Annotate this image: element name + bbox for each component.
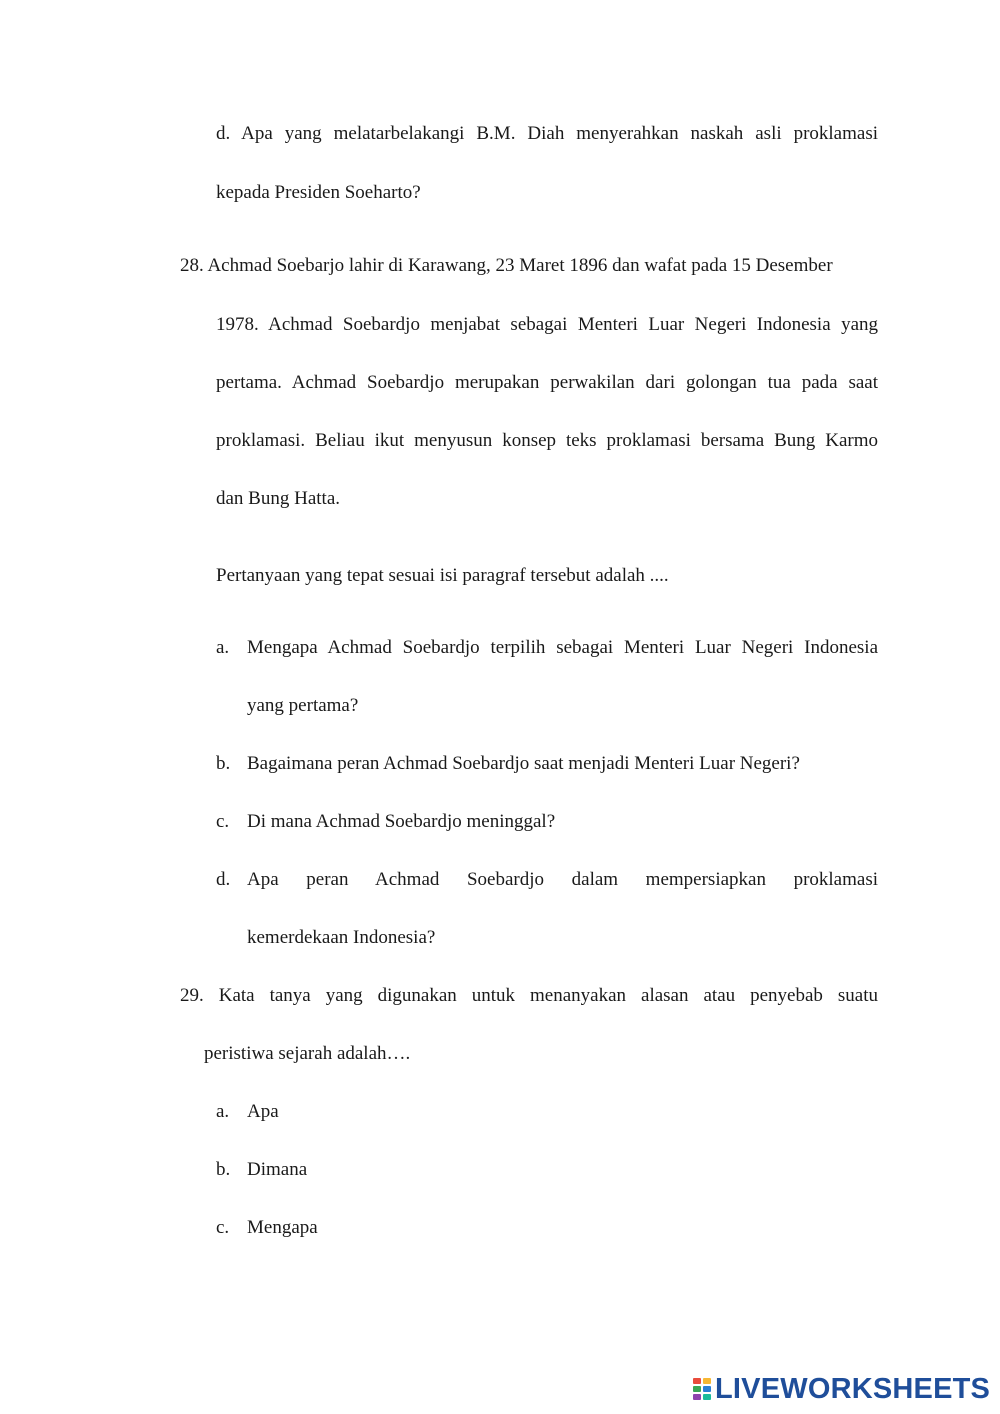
liveworksheets-brand-text: LIVEWORKSHEETS xyxy=(715,1373,991,1405)
q29-option-a-label: a. xyxy=(216,1101,230,1122)
q28-option-c-text: Di mana Achmad Soebardjo meninggal? xyxy=(247,811,556,832)
q28-number: 28. xyxy=(180,255,204,276)
q29-number: 29. xyxy=(180,985,204,1006)
q28-line3: pertama. Achmad Soebardjo merupakan perwakilan dari golongan tua pada saat xyxy=(216,372,878,393)
q29-line1: 29. Kata tanya yang digunakan untuk menanyakan alasan atau penyebab suatu xyxy=(180,985,878,1006)
q28-option-d-line2: kemerdekaan Indonesia? xyxy=(247,927,436,948)
q28-option-c-label: c. xyxy=(216,811,230,832)
q27-option-d-line1: d. Apa yang melatarbelakangi B.M. Diah menyerahkan naskah asli proklamasi xyxy=(216,123,878,144)
q28-option-a-line1: Mengapa Achmad Soebardjo terpilih sebagai Menteri Luar Negeri Indonesia xyxy=(247,637,878,658)
q28-option-b-text: Bagaimana peran Achmad Soebardjo saat menjadi Menteri Luar Negeri? xyxy=(247,753,800,774)
q28-line1: 28. Achmad Soebarjo lahir di Karawang, 23 Maret 1896 dan wafat pada 15 Desember xyxy=(180,255,833,276)
q29-line2: peristiwa sejarah adalah…. xyxy=(204,1043,411,1064)
q28-line4: proklamasi. Beliau ikut menyusun konsep teks proklamasi bersama Bung Karmo xyxy=(216,430,878,451)
q29-option-b-text: Dimana xyxy=(247,1159,308,1180)
q28-prompt: Pertanyaan yang tepat sesuai isi paragraf tersebut adalah .... xyxy=(216,565,669,586)
q27-option-d-line2: kepada Presiden Soeharto? xyxy=(216,182,421,203)
q28-option-a-label: a. xyxy=(216,637,230,658)
q29-option-a-text: Apa xyxy=(247,1101,279,1122)
q29-option-b-label: b. xyxy=(216,1159,231,1180)
q29-option-c-label: c. xyxy=(216,1217,230,1238)
liveworksheets-logo[interactable] xyxy=(692,1374,990,1404)
liveworksheets-logo-icon xyxy=(692,1377,712,1401)
q28-option-a-line2: yang pertama? xyxy=(247,695,359,716)
q29-option-c-text: Mengapa xyxy=(247,1217,318,1238)
q28-option-d-label: d. xyxy=(216,869,231,890)
q28-option-b-label: b. xyxy=(216,753,231,774)
q28-line5: dan Bung Hatta. xyxy=(216,488,341,509)
q28-option-d-line1: Apa peran Achmad Soebardjo dalam mempersiapkan proklamasi xyxy=(247,869,878,890)
q28-line2: 1978. Achmad Soebardjo menjabat sebagai Menteri Luar Negeri Indonesia yang xyxy=(216,314,878,335)
